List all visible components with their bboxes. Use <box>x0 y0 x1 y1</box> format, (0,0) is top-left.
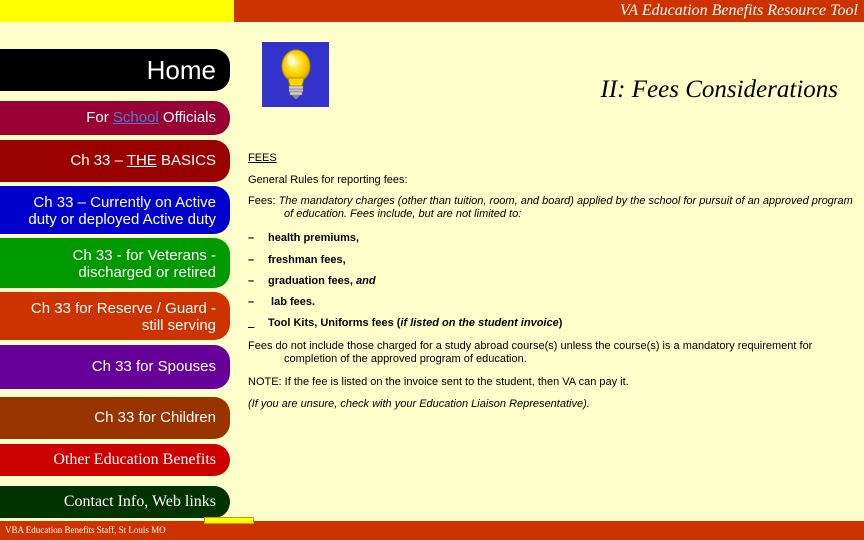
bullet-dash: – <box>248 296 255 308</box>
nav-school-link[interactable]: School <box>112 109 159 126</box>
section-heading: FEES <box>248 152 277 164</box>
nav-children-label: Ch 33 for Children <box>94 409 216 426</box>
invoice-note: NOTE: If the fee is listed on the invoice sent to the student, then VA can pay it. <box>248 376 629 388</box>
nav-school-prefix: For <box>86 109 113 126</box>
nav-contact-info-button[interactable] <box>0 486 230 518</box>
nav-reserve-line1: Ch 33 for Reserve / Guard - <box>30 300 216 317</box>
nav-home-button[interactable] <box>0 49 230 91</box>
nav-veterans-line2: discharged or retired <box>78 264 216 281</box>
nav-reserve-line2: still serving <box>141 317 216 334</box>
nav-ch33-children-button[interactable] <box>0 397 230 439</box>
nav-contact-label: Contact Info, Web links <box>63 493 216 510</box>
bullet-text: freshman fees, <box>268 254 346 266</box>
nav-school-officials-button[interactable] <box>0 101 230 135</box>
bullet-text: graduation fees, <box>268 275 357 287</box>
bullet-text: health premiums, <box>268 232 360 244</box>
bullet-text: lab fees. <box>268 296 316 308</box>
nav-active-line1: Ch 33 – Currently on Active <box>33 194 216 211</box>
nav-other-label: Other Education Benefits <box>53 451 216 468</box>
list-item <box>248 254 346 266</box>
lightbulb-icon <box>262 42 329 107</box>
rules-intro: General Rules for reporting fees: <box>248 174 408 186</box>
bullet-text-italic: and <box>356 275 376 287</box>
bullet-dash: – <box>248 254 255 266</box>
top-bar-accent <box>0 0 234 22</box>
nav-other-benefits-button[interactable] <box>0 444 230 476</box>
page-title: II: Fees Considerations <box>600 76 838 103</box>
bullet-dash: – <box>248 232 255 244</box>
bullet-dash: _ <box>248 317 255 329</box>
nav-school-suffix: Officials <box>158 109 216 126</box>
nav-home-label: Home <box>146 55 216 85</box>
footer-accent <box>204 517 254 524</box>
nav-ch33-basics-button[interactable] <box>0 140 230 182</box>
nav-spouses-label: Ch 33 for Spouses <box>91 358 216 375</box>
list-item <box>248 317 562 329</box>
nav-basics-prefix: Ch 33 – <box>70 152 127 169</box>
footer-text: VBA Education Benefits Staff, St Louis MO <box>5 525 166 535</box>
list-item <box>248 232 359 244</box>
bullet-text: Tool Kits, Uniforms fees ( <box>268 317 401 329</box>
nav-veterans-line1: Ch 33 - for Veterans - <box>72 247 216 264</box>
fees-label: Fees: <box>248 195 279 207</box>
fees-text: The mandatory charges (other than tuition, room, and board) applied by the school for pursuit of an approved program of education. Fees include, but are not limited to: <box>278 195 853 220</box>
nav-basics-link[interactable]: THE <box>126 152 157 169</box>
bullet-text-close: ) <box>558 317 563 329</box>
bullet-text-italic: if listed on the student invoice <box>400 317 559 329</box>
nav-ch33-spouses-button[interactable] <box>0 345 230 389</box>
nav-ch33-active-duty-button[interactable] <box>0 186 230 234</box>
list-item <box>248 275 376 287</box>
exclusion-note: Fees do not include those charged for a study abroad course(s) unless the course(s) is a mandatory requirement for completion of the approved program of education. <box>248 340 813 365</box>
nav-ch33-reserve-button[interactable] <box>0 292 230 340</box>
fees-definition <box>248 195 864 221</box>
liaison-note: (If you are unsure, check with your Education Liaison Representative). <box>248 398 590 410</box>
list-item <box>248 296 315 308</box>
nav-active-line2: duty or deployed Active duty <box>28 211 216 228</box>
header-title: VA Education Benefits Resource Tool <box>234 0 864 22</box>
nav-school-officials-label <box>0 101 216 135</box>
nav-basics-suffix: BASICS <box>156 152 216 169</box>
nav-ch33-veterans-button[interactable] <box>0 238 230 288</box>
nav-basics-label <box>0 140 216 182</box>
bullet-dash: – <box>248 275 255 287</box>
